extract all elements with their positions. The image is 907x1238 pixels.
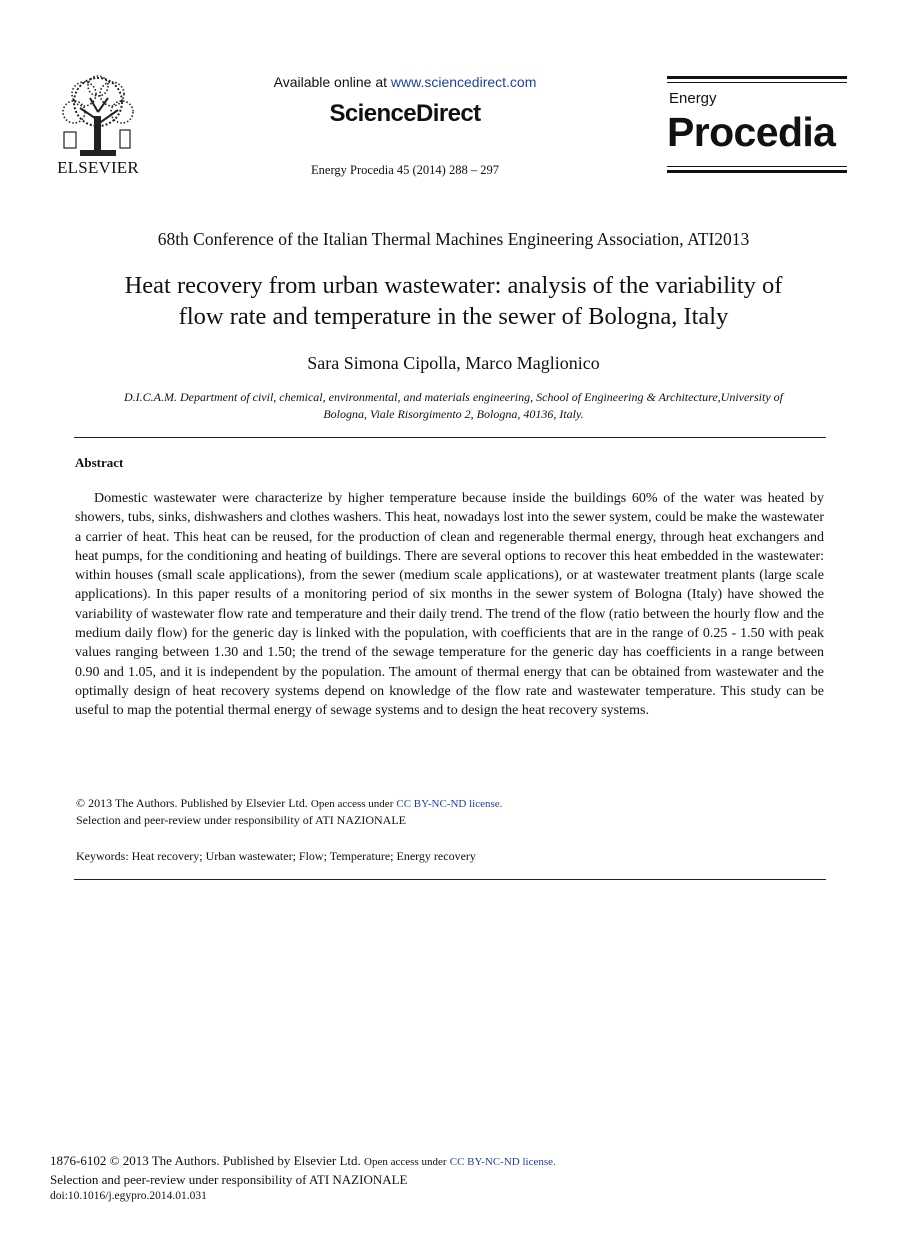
keywords: Keywords: Heat recovery; Urban wastewater; Flow; Temperature; Energy recovery [76,849,476,863]
energy-procedia-logo [667,76,847,176]
journal-name-large: Procedia [667,109,836,155]
paper-title [60,270,847,332]
conference-name: 68th Conference of the Italian Thermal Machines Engineering Association, ATI2013 [157,229,750,249]
authors: Sara Simona Cipolla, Marco Maglionico [307,353,600,373]
footer-doi: doi:10.1016/j.egypro.2014.01.031 [50,1190,207,1202]
journal-name-small: Energy [669,90,717,107]
paper-title-line-1: Heat recovery from urban wastewater: analysis of the variability of [124,272,783,299]
logo-rule-bottom-thin [667,166,847,167]
copyright-line [76,795,502,813]
logo-rule-top [667,76,847,79]
journal-citation: Energy Procedia 45 (2014) 288 – 297 [311,163,499,177]
logo-rule-top-thin [667,82,847,83]
footer-license-link[interactable]: CC BY-NC-ND license. [449,1156,556,1168]
page-footer [50,1152,556,1205]
abstract-heading: Abstract [75,455,124,470]
logo-rule-bottom [667,170,847,173]
license-link[interactable]: CC BY-NC-ND license. [396,798,503,810]
available-online-prefix: Available online at [273,74,391,90]
footer-open-access-text: Open access under [364,1156,447,1168]
footer-peer-review: Selection and peer-review under responsibility of ATI NAZIONALE [50,1172,408,1187]
publisher-name: ELSEVIER [57,158,139,177]
copyright-text: © 2013 The Authors. Published by Elsevier Ltd. [76,796,308,810]
divider-top [74,437,826,438]
affiliation [90,389,817,423]
open-access-text: Open access under [310,798,394,810]
available-online-line [200,74,610,90]
sciencedirect-logo: ScienceDirect [329,100,481,127]
affiliation-line-1: D.I.C.A.M. Department of civil, chemical, environmental, and materials engineering, School of Engineering & Architecture,University of [124,390,783,404]
divider-bottom [74,879,826,880]
paper-title-line-2: flow rate and temperature in the sewer of Bologna, Italy [178,303,729,330]
affiliation-line-2: Bologna, Viale Risorgimento 2, Bologna, 40136, Italy. [323,407,584,421]
elsevier-tree-icon [50,72,146,160]
sciencedirect-url-link[interactable]: www.sciencedirect.com [390,74,537,90]
footer-copyright-line [50,1152,556,1171]
footer-issn-copyright: 1876-6102 © 2013 The Authors. Published by Elsevier Ltd. [50,1153,361,1168]
peer-review-line: Selection and peer-review under responsibility of ATI NAZIONALE [76,813,406,827]
abstract-body: Domestic wastewater were characterize by higher temperature because inside the buildings 60% of the water was heated by showers, tubs, sinks, dishwashers and clothes washers. This heat, nowadays lost into the sewer system, could be make the wastewater a carrier of heat. This heat can be reused, for the production of clean and regenerable thermal energy, through heat exchangers and heat pumps, for the conditioning and heating of buildings. There are several options to recover this heat embedded in the wastewater: within houses (small scale applications), from the sewer (medium scale applications), or at wastewater treatment plants (large scale applications). In this paper results of a monitoring period of six months in the sewer system of Bologna (Italy) have showed the variability of wastewater flow rate and temperature and their daily trend. The trend of the flow (ratio between the hourly flow and the medium daily flow) for the generic day is linked with the population, with coefficients that are in the range of 0.25 - 1.50 with peak values ranging between 1.30 and 1.50; the trend of the sewage temperature for the generic day has coefficients in a range between 0.90 and 1.05, and it is independent by the population. The amount of thermal energy that can be obtained from wastewater and the optimally design of heat recovery systems depend on knowledge of the flow rate and wastewater temperature. This study can be useful to map the potential thermal energy of sewage systems and to design the heat recovery systems. [75,491,824,719]
